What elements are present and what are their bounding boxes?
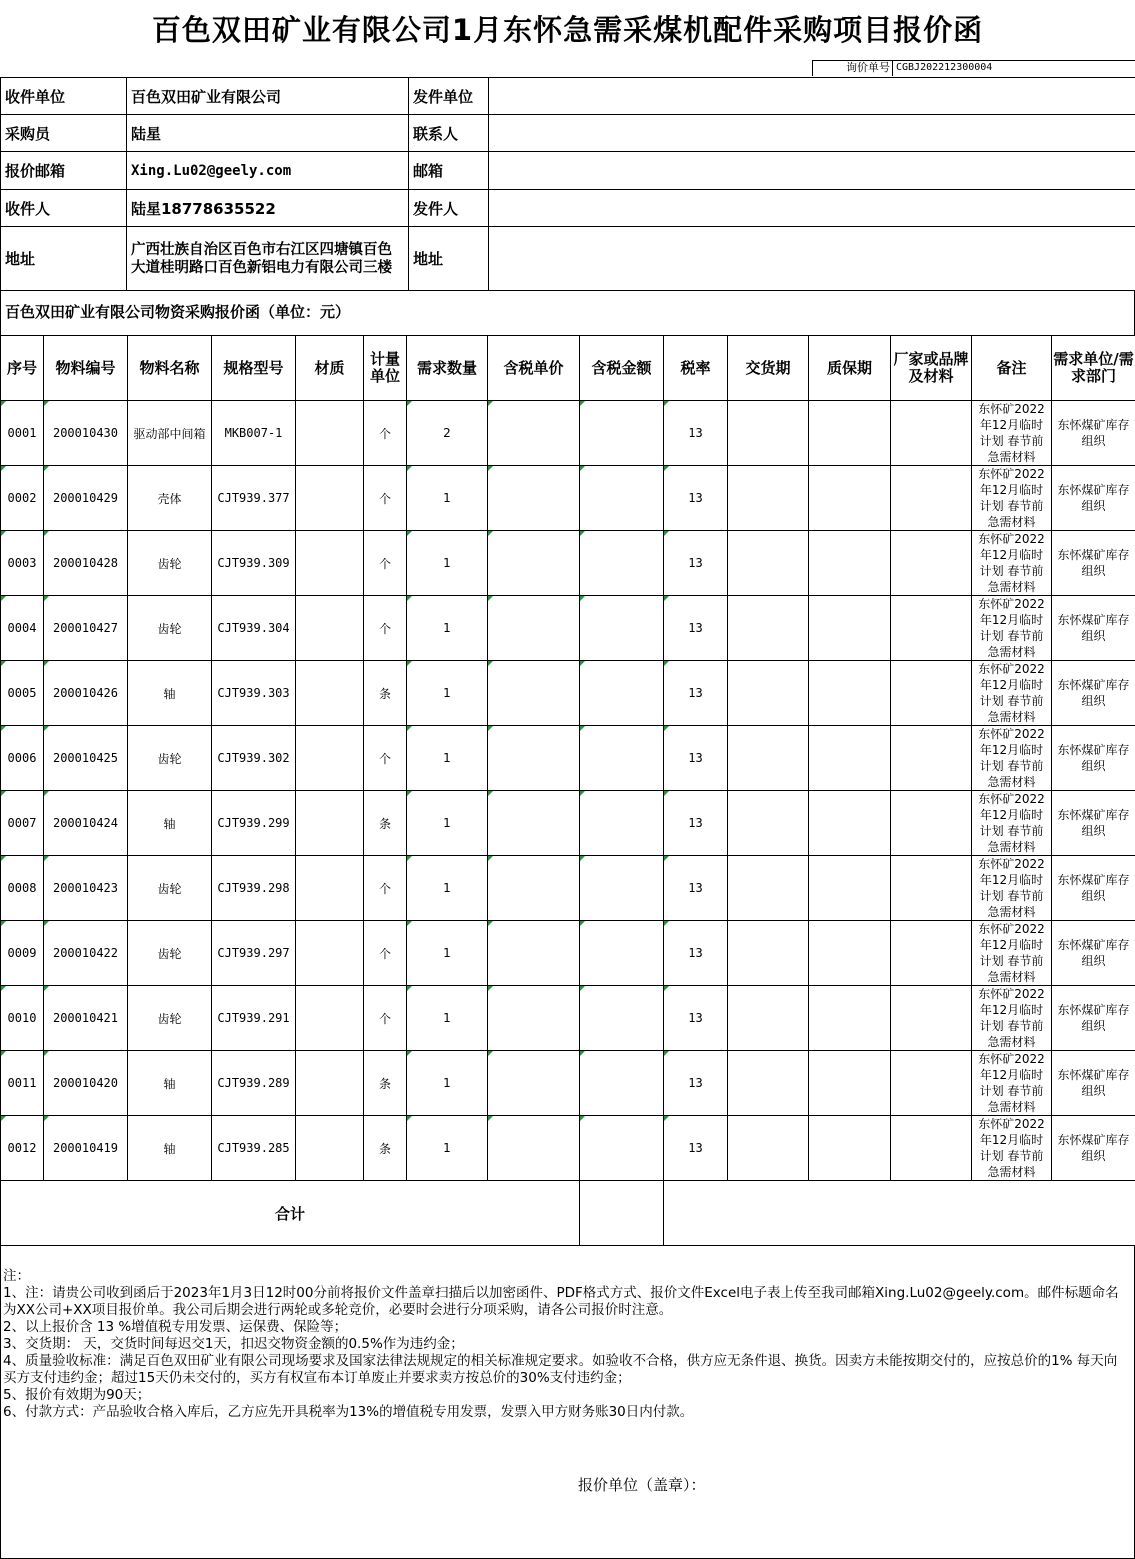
spec-cell: CJT939.304	[212, 596, 296, 661]
material-cell[interactable]	[296, 921, 364, 986]
name-cell: 齿轮	[128, 531, 212, 596]
note-line: 4、质量验收标准：满足百色双田矿业有限公司现场要求及国家法律法规规定的相关标准规定要求。如验收不合格，供方应无条件退、换货。因卖方未能按期交付的，应按总价的1% 每天向买方支付违约金；超过15天仍未交付的，买方有权宣布本订单废止并要求卖方按总价的30%支付违约金；	[3, 1353, 1118, 1386]
col-tax: 税率	[664, 336, 728, 401]
note-line: 1、注：请贵公司收到函后于2023年1月3日12时00分前将报价文件盖章扫描后以加密函件、PDF格式方式、报价文件Excel电子表上传至我司邮箱Xing.Lu02@geely.com。邮件标题命名为XX公司+XX项目报价单。我公司后期会进行两轮或多轮竞价，必要时会进行分项采购，请各公司报价时注意。	[3, 1285, 1119, 1318]
spec-cell: CJT939.299	[212, 791, 296, 856]
delivery-input[interactable]	[728, 1051, 809, 1116]
amount-input[interactable]	[580, 791, 664, 856]
mailbox-label: 邮箱	[409, 152, 489, 190]
unit-cell: 个	[364, 401, 407, 466]
col-delivery: 交货期	[728, 336, 809, 401]
table-row	[1, 986, 1135, 1051]
price-input[interactable]	[488, 596, 580, 661]
material-cell[interactable]	[296, 986, 364, 1051]
col-spec: 规格型号	[212, 336, 296, 401]
code-cell: 200010430	[44, 401, 128, 466]
email-label: 报价邮箱	[1, 152, 127, 190]
delivery-input[interactable]	[728, 401, 809, 466]
recipient-value: 陆星18778635522	[127, 190, 409, 227]
col-brand: 厂家或品牌及材料	[891, 336, 972, 401]
col-code: 物料编号	[44, 336, 128, 401]
col-price: 含税单价	[488, 336, 580, 401]
qty-cell: 1	[407, 856, 488, 921]
material-cell[interactable]	[296, 791, 364, 856]
buyer-value: 陆星	[127, 115, 409, 152]
code-cell: 200010425	[44, 726, 128, 791]
delivery-input[interactable]	[728, 466, 809, 531]
code-cell: 200010426	[44, 661, 128, 726]
col-dept: 需求单位/需求部门	[1052, 336, 1135, 401]
seq-cell: 0001	[1, 401, 44, 466]
unit-cell: 条	[364, 1051, 407, 1116]
tax-cell: 13	[664, 401, 728, 466]
brand-input[interactable]	[891, 596, 972, 661]
recv-unit-value: 百色双田矿业有限公司	[127, 78, 409, 115]
dept-cell: 东怀煤矿库存组织	[1052, 1051, 1135, 1116]
price-input[interactable]	[488, 921, 580, 986]
code-cell: 200010423	[44, 856, 128, 921]
remark-cell: 东怀矿2022年12月临时计划 春节前急需材料	[972, 466, 1052, 531]
warranty-input[interactable]	[809, 986, 891, 1051]
table-row	[1, 726, 1135, 791]
col-name: 物料名称	[128, 336, 212, 401]
unit-cell: 个	[364, 986, 407, 1051]
table-row	[1, 1116, 1135, 1181]
warranty-input[interactable]	[809, 1116, 891, 1181]
seq-cell: 0006	[1, 726, 44, 791]
tax-cell: 13	[664, 986, 728, 1051]
material-cell[interactable]	[296, 661, 364, 726]
unit-cell: 个	[364, 596, 407, 661]
remark-cell: 东怀矿2022年12月临时计划 春节前急需材料	[972, 1051, 1052, 1116]
remark-cell: 东怀矿2022年12月临时计划 春节前急需材料	[972, 921, 1052, 986]
amount-input[interactable]	[580, 596, 664, 661]
recipient-label: 收件人	[1, 190, 127, 227]
seq-cell: 0011	[1, 1051, 44, 1116]
qty-cell: 1	[407, 986, 488, 1051]
table-row	[1, 596, 1135, 661]
material-cell[interactable]	[296, 596, 364, 661]
qty-cell: 1	[407, 726, 488, 791]
notes-section	[0, 1245, 1135, 1559]
material-cell[interactable]	[296, 856, 364, 921]
code-cell: 200010419	[44, 1116, 128, 1181]
send-unit-label: 发件单位	[409, 78, 489, 115]
delivery-input[interactable]	[728, 661, 809, 726]
delivery-input[interactable]	[728, 986, 809, 1051]
address2-label: 地址	[409, 227, 489, 291]
table-row	[1, 401, 1135, 466]
unit-cell: 个	[364, 921, 407, 986]
qty-cell: 1	[407, 596, 488, 661]
address2-value	[489, 227, 1135, 291]
buyer-label: 采购员	[1, 115, 127, 152]
dept-cell: 东怀煤矿库存组织	[1052, 401, 1135, 466]
spec-cell: CJT939.297	[212, 921, 296, 986]
brand-input[interactable]	[891, 531, 972, 596]
col-remark: 备注	[972, 336, 1052, 401]
tax-cell: 13	[664, 921, 728, 986]
total-label: 合计	[1, 1181, 580, 1246]
table-row	[1, 661, 1135, 726]
warranty-input[interactable]	[809, 791, 891, 856]
dept-cell: 东怀煤矿库存组织	[1052, 791, 1135, 856]
warranty-input[interactable]	[809, 661, 891, 726]
qty-cell: 1	[407, 466, 488, 531]
price-input[interactable]	[488, 661, 580, 726]
dept-cell: 东怀煤矿库存组织	[1052, 596, 1135, 661]
col-seq: 序号	[1, 336, 44, 401]
warranty-input[interactable]	[809, 596, 891, 661]
tax-cell: 13	[664, 856, 728, 921]
seq-cell: 0003	[1, 531, 44, 596]
material-cell[interactable]	[296, 1051, 364, 1116]
qty-cell: 1	[407, 791, 488, 856]
dept-cell: 东怀煤矿库存组织	[1052, 986, 1135, 1051]
dept-cell: 东怀煤矿库存组织	[1052, 921, 1135, 986]
mailbox-value	[489, 152, 1135, 190]
tax-cell: 13	[664, 466, 728, 531]
unit-cell: 个	[364, 466, 407, 531]
delivery-input[interactable]	[728, 596, 809, 661]
page-title: 百色双田矿业有限公司1月东怀急需采煤机配件采购项目报价函	[151, 13, 984, 47]
material-cell[interactable]	[296, 401, 364, 466]
sender-label: 发件人	[409, 190, 489, 227]
brand-input[interactable]	[891, 791, 972, 856]
remark-cell: 东怀矿2022年12月临时计划 春节前急需材料	[972, 531, 1052, 596]
spec-cell: CJT939.303	[212, 661, 296, 726]
qty-cell: 1	[407, 531, 488, 596]
seq-cell: 0010	[1, 986, 44, 1051]
spec-cell: CJT939.298	[212, 856, 296, 921]
price-input[interactable]	[488, 1051, 580, 1116]
delivery-input[interactable]	[728, 1116, 809, 1181]
code-cell: 200010424	[44, 791, 128, 856]
material-cell[interactable]	[296, 1116, 364, 1181]
qty-cell: 1	[407, 661, 488, 726]
remark-cell: 东怀矿2022年12月临时计划 春节前急需材料	[972, 661, 1052, 726]
tax-cell: 13	[664, 1051, 728, 1116]
brand-input[interactable]	[891, 661, 972, 726]
amount-input[interactable]	[580, 921, 664, 986]
contact-label: 联系人	[409, 115, 489, 152]
stamp-label: 报价单位（盖章）：	[578, 1476, 706, 1494]
address-value: 广西壮族自治区百色市右江区四塘镇百色大道桂明路口百色新铝电力有限公司三楼	[127, 227, 409, 291]
price-input[interactable]	[488, 401, 580, 466]
contact-value	[489, 115, 1135, 152]
name-cell: 齿轮	[128, 596, 212, 661]
qty-cell: 2	[407, 401, 488, 466]
dept-cell: 东怀煤矿库存组织	[1052, 531, 1135, 596]
info-table	[0, 77, 1135, 291]
price-input[interactable]	[488, 856, 580, 921]
dept-cell: 东怀煤矿库存组织	[1052, 661, 1135, 726]
sender-value	[489, 190, 1135, 227]
table-row	[1, 531, 1135, 596]
seq-cell: 0007	[1, 791, 44, 856]
seq-cell: 0005	[1, 661, 44, 726]
spec-cell: CJT939.377	[212, 466, 296, 531]
note-line: 6、付款方式：产品验收合格入库后，乙方应先开具税率为13%的增值税专用发票，发票入甲方财务账30日内付款。	[3, 1404, 694, 1420]
amount-input[interactable]	[580, 726, 664, 791]
price-input[interactable]	[488, 986, 580, 1051]
tax-cell: 13	[664, 1116, 728, 1181]
brand-input[interactable]	[891, 466, 972, 531]
spec-cell: CJT939.285	[212, 1116, 296, 1181]
seq-cell: 0009	[1, 921, 44, 986]
email-value: Xing.Lu02@geely.com	[127, 152, 409, 190]
amount-input[interactable]	[580, 466, 664, 531]
col-unit: 计量单位	[364, 336, 407, 401]
amount-input[interactable]	[580, 531, 664, 596]
note-line: 5、报价有效期为90天；	[3, 1387, 151, 1403]
remark-cell: 东怀矿2022年12月临时计划 春节前急需材料	[972, 596, 1052, 661]
col-material: 材质	[296, 336, 364, 401]
remark-cell: 东怀矿2022年12月临时计划 春节前急需材料	[972, 856, 1052, 921]
tax-cell: 13	[664, 791, 728, 856]
tax-cell: 13	[664, 661, 728, 726]
amount-input[interactable]	[580, 661, 664, 726]
unit-cell: 条	[364, 661, 407, 726]
remark-cell: 东怀矿2022年12月临时计划 春节前急需材料	[972, 401, 1052, 466]
spec-cell: CJT939.309	[212, 531, 296, 596]
seq-cell: 0012	[1, 1116, 44, 1181]
unit-cell: 个	[364, 531, 407, 596]
items-table	[0, 335, 1135, 1246]
brand-input[interactable]	[891, 1116, 972, 1181]
note-line: 注：	[3, 1268, 30, 1284]
amount-input[interactable]	[580, 401, 664, 466]
amount-input[interactable]	[580, 986, 664, 1051]
inquiry-number: CGBJ202212300004	[892, 60, 1135, 76]
material-cell[interactable]	[296, 466, 364, 531]
unit-cell: 个	[364, 856, 407, 921]
code-cell: 200010427	[44, 596, 128, 661]
warranty-input[interactable]	[809, 1051, 891, 1116]
material-cell[interactable]	[296, 531, 364, 596]
amount-input[interactable]	[580, 856, 664, 921]
code-cell: 200010420	[44, 1051, 128, 1116]
qty-cell: 1	[407, 1116, 488, 1181]
table-row	[1, 466, 1135, 531]
note-line: 3、交货期： 天，交货时间每迟交1天，扣迟交物资金额的0.5%作为违约金；	[3, 1336, 464, 1352]
delivery-input[interactable]	[728, 531, 809, 596]
name-cell: 壳体	[128, 466, 212, 531]
price-input[interactable]	[488, 1116, 580, 1181]
recv-unit-label: 收件单位	[1, 78, 127, 115]
code-cell: 200010429	[44, 466, 128, 531]
total-amount[interactable]	[580, 1181, 664, 1246]
name-cell: 齿轮	[128, 986, 212, 1051]
warranty-input[interactable]	[809, 466, 891, 531]
remark-cell: 东怀矿2022年12月临时计划 春节前急需材料	[972, 726, 1052, 791]
delivery-input[interactable]	[728, 921, 809, 986]
col-qty: 需求数量	[407, 336, 488, 401]
seq-cell: 0004	[1, 596, 44, 661]
table-row	[1, 1051, 1135, 1116]
name-cell: 齿轮	[128, 921, 212, 986]
warranty-input[interactable]	[809, 401, 891, 466]
price-input[interactable]	[488, 531, 580, 596]
remark-cell: 东怀矿2022年12月临时计划 春节前急需材料	[972, 986, 1052, 1051]
seq-cell: 0002	[1, 466, 44, 531]
seq-cell: 0008	[1, 856, 44, 921]
brand-input[interactable]	[891, 921, 972, 986]
unit-cell: 个	[364, 726, 407, 791]
delivery-input[interactable]	[728, 856, 809, 921]
warranty-input[interactable]	[809, 921, 891, 986]
delivery-input[interactable]	[728, 791, 809, 856]
table-subtitle: 百色双田矿业有限公司物资采购报价函（单位：元）	[0, 290, 1135, 335]
total-rest	[664, 1181, 1135, 1246]
price-input[interactable]	[488, 466, 580, 531]
warranty-input[interactable]	[809, 531, 891, 596]
warranty-input[interactable]	[809, 726, 891, 791]
spec-cell: CJT939.302	[212, 726, 296, 791]
price-input[interactable]	[488, 726, 580, 791]
brand-input[interactable]	[891, 726, 972, 791]
name-cell: 齿轮	[128, 856, 212, 921]
remark-cell: 东怀矿2022年12月临时计划 春节前急需材料	[972, 791, 1052, 856]
dept-cell: 东怀煤矿库存组织	[1052, 466, 1135, 531]
tax-cell: 13	[664, 726, 728, 791]
spec-cell: MKB007-1	[212, 401, 296, 466]
name-cell: 轴	[128, 1116, 212, 1181]
material-cell[interactable]	[296, 726, 364, 791]
tax-cell: 13	[664, 531, 728, 596]
qty-cell: 1	[407, 1051, 488, 1116]
table-row	[1, 921, 1135, 986]
code-cell: 200010428	[44, 531, 128, 596]
amount-input[interactable]	[580, 1116, 664, 1181]
unit-cell: 条	[364, 791, 407, 856]
dept-cell: 东怀煤矿库存组织	[1052, 726, 1135, 791]
send-unit-value	[489, 78, 1135, 115]
price-input[interactable]	[488, 791, 580, 856]
remark-cell: 东怀矿2022年12月临时计划 春节前急需材料	[972, 1116, 1052, 1181]
unit-cell: 条	[364, 1116, 407, 1181]
inquiry-label: 询价单号	[812, 60, 892, 76]
brand-input[interactable]	[891, 986, 972, 1051]
spec-cell: CJT939.289	[212, 1051, 296, 1116]
delivery-input[interactable]	[728, 726, 809, 791]
table-row	[1, 856, 1135, 921]
tax-cell: 13	[664, 596, 728, 661]
code-cell: 200010422	[44, 921, 128, 986]
table-row	[1, 791, 1135, 856]
warranty-input[interactable]	[809, 856, 891, 921]
qty-cell: 1	[407, 921, 488, 986]
code-cell: 200010421	[44, 986, 128, 1051]
name-cell: 轴	[128, 661, 212, 726]
col-warranty: 质保期	[809, 336, 891, 401]
name-cell: 齿轮	[128, 726, 212, 791]
name-cell: 轴	[128, 791, 212, 856]
brand-input[interactable]	[891, 1051, 972, 1116]
col-amount: 含税金额	[580, 336, 664, 401]
name-cell: 轴	[128, 1051, 212, 1116]
dept-cell: 东怀煤矿库存组织	[1052, 1116, 1135, 1181]
amount-input[interactable]	[580, 1051, 664, 1116]
address-label: 地址	[1, 227, 127, 291]
name-cell: 驱动部中间箱	[128, 401, 212, 466]
note-line: 2、以上报价含 13 %增值税专用发票、运保费、保险等；	[3, 1319, 348, 1335]
dept-cell: 东怀煤矿库存组织	[1052, 856, 1135, 921]
brand-input[interactable]	[891, 856, 972, 921]
spec-cell: CJT939.291	[212, 986, 296, 1051]
brand-input[interactable]	[891, 401, 972, 466]
